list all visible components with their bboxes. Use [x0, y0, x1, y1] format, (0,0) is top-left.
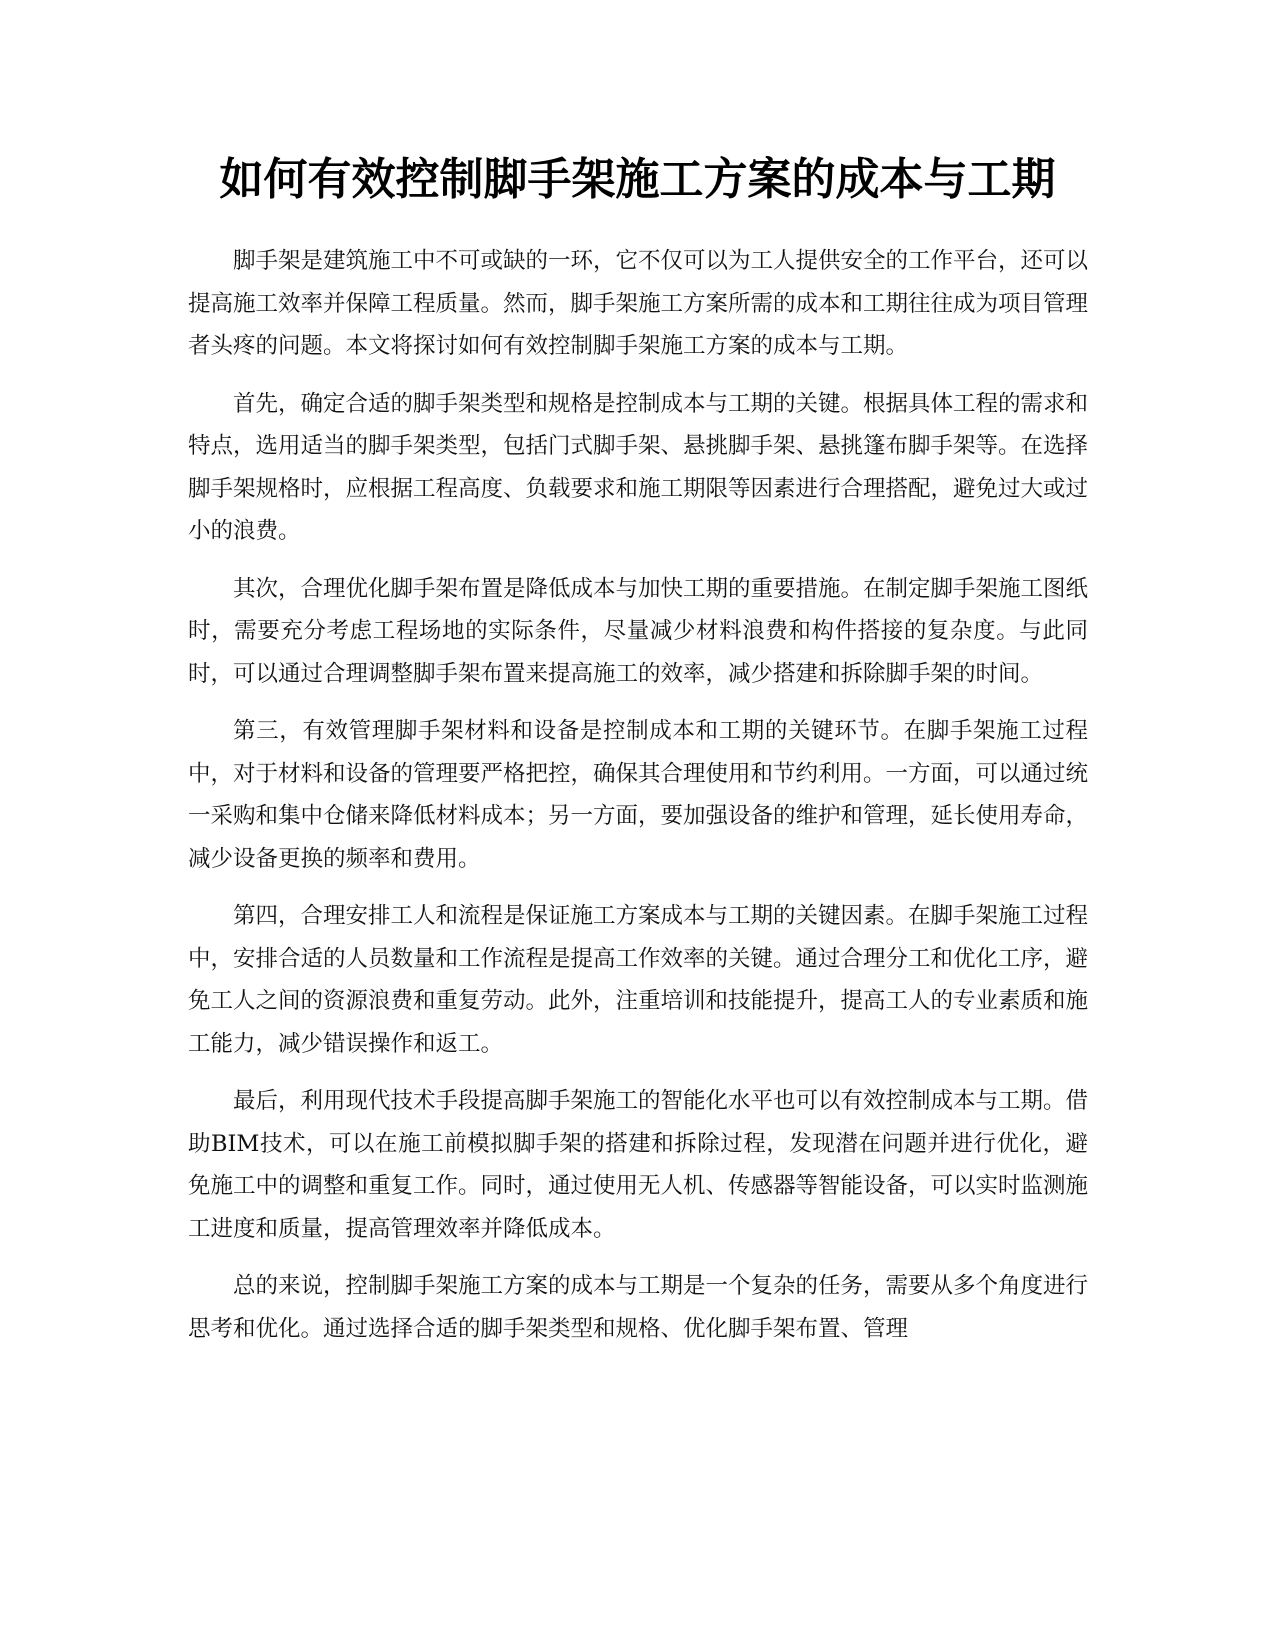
document-title: 如何有效控制脚手架施工方案的成本与工期 [219, 154, 1056, 205]
paragraph-third: 第三，有效管理脚手架材料和设备是控制成本和工期的关键环节。在脚手架施工过程中，对于材料和设备的管理要严格把控，确保其合理使用和节约利用。一方面，可以通过统一采购和集中仓储来降低材料成本；另一方面，要加强设备的维护和管理，延长使用寿命，减少设备更换的频率和费用。 [188, 718, 1089, 872]
paragraph-second: 其次，合理优化脚手架布置是降低成本与加快工期的重要措施。在制定脚手架施工图纸时，需要充分考虑工程场地的实际条件，尽量减少材料浪费和构件搭接的复杂度。与此同时，可以通过合理调整脚手架布置来提高施工的效率，减少搭建和拆除脚手架的时间。 [188, 575, 1089, 687]
paragraph-finally: 最后，利用现代技术手段提高脚手架施工的智能化水平也可以有效控制成本与工期。借助BIM技术，可以在施工前模拟脚手架的搭建和拆除过程，发现潜在问题并进行优化，避免施工中的调整和重复工作。同时，通过使用无人机、传感器等智能设备，可以实时监测施工进度和质量，提高管理效率并降低成本。 [188, 1088, 1089, 1242]
paragraph-first: 首先，确定合适的脚手架类型和规格是控制成本与工期的关键。根据具体工程的需求和特点，选用适当的脚手架类型，包括门式脚手架、悬挑脚手架、悬挑篷布脚手架等。在选择脚手架规格时，应根据工程高度、负载要求和施工期限等因素进行合理搭配，避免过大或过小的浪费。 [188, 390, 1089, 544]
paragraph-fourth: 第四，合理安排工人和流程是保证施工方案成本与工期的关键因素。在脚手架施工过程中，安排合适的人员数量和工作流程是提高工作效率的关键。通过合理分工和优化工序，避免工人之间的资源浪费和重复劳动。此外，注重培训和技能提升，提高工人的专业素质和施工能力，减少错误操作和返工。 [188, 903, 1089, 1057]
paragraph-summary: 总的来说，控制脚手架施工方案的成本与工期是一个复杂的任务，需要从多个角度进行思考和优化。通过选择合适的脚手架类型和规格、优化脚手架布置、管理 [188, 1273, 1089, 1342]
paragraph-intro: 脚手架是建筑施工中不可或缺的一环，它不仅可以为工人提供安全的工作平台，还可以提高施工效率并保障工程质量。然而，脚手架施工方案所需的成本和工期往往成为项目管理者头疼的问题。本文将探讨如何有效控制脚手架施工方案的成本与工期。 [188, 248, 1089, 359]
document-body [188, 240, 1088, 1365]
